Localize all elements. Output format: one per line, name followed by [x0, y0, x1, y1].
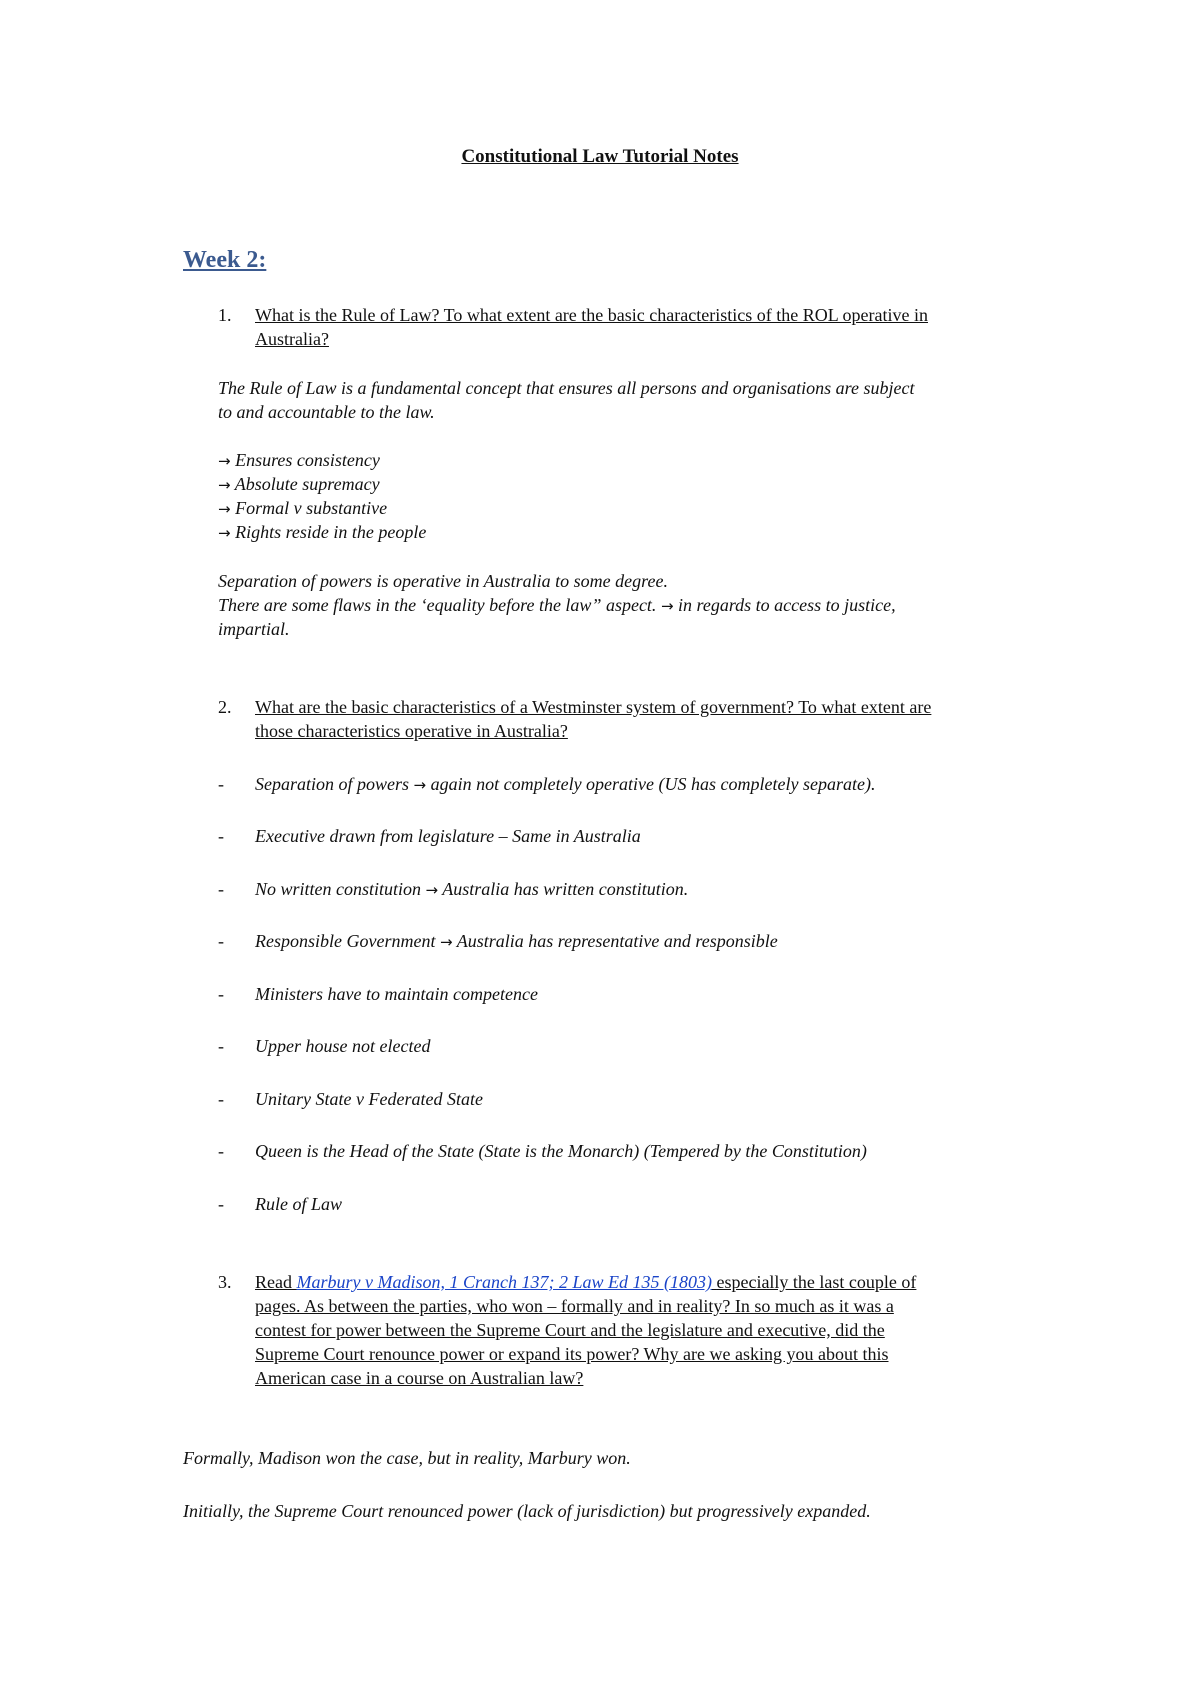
arrow-icon: →: [218, 452, 231, 470]
question-3-line-2: pages. As between the parties, who won – formally and in reality? In so much as it was a: [255, 1296, 894, 1316]
q2-item: Executive drawn from legislature – Same in Australia: [255, 826, 641, 846]
arrow-icon: →: [425, 881, 439, 899]
bullet-dash: -: [218, 1141, 224, 1161]
q1-point-text: Rights reside in the people: [235, 522, 427, 542]
q1-answer-line-1: The Rule of Law is a fundamental concept that ensures all persons and organisations are subject: [218, 378, 915, 398]
question-3-line-3: contest for power between the Supreme Court and the legislature and executive, did the: [255, 1320, 885, 1340]
question-2-line-1: What are the basic characteristics of a Westminster system of government? To what extent are: [255, 697, 932, 717]
arrow-icon: →: [218, 500, 231, 518]
bullet-dash: -: [218, 826, 224, 846]
read-label: Read: [255, 1272, 292, 1292]
q2-item-text: Responsible Government: [255, 931, 436, 951]
q1-answer-line-2: to and accountable to the law.: [218, 402, 435, 422]
question-1-line-2: Australia?: [255, 329, 329, 349]
question-1-number: 1.: [218, 305, 232, 325]
q2-item: Rule of Law: [255, 1194, 343, 1214]
arrow-icon: →: [660, 597, 674, 615]
q2-item: Upper house not elected: [255, 1036, 431, 1056]
question-3-number: 3.: [218, 1272, 232, 1292]
q2-item: Unitary State v Federated State: [255, 1089, 483, 1109]
q2-item-text: No written constitution: [255, 879, 422, 899]
q1-point-text: Ensures consistency: [235, 450, 380, 470]
q3-answer-1: Formally, Madison won the case, but in reality, Marbury won.: [183, 1448, 631, 1468]
q3-answer-2: Initially, the Supreme Court renounced power (lack of jurisdiction) but progressively expanded.: [183, 1501, 871, 1521]
document-title: Constitutional Law Tutorial Notes: [461, 146, 739, 167]
bullet-dash: -: [218, 1036, 224, 1056]
q1-point-text: Formal v substantive: [235, 498, 388, 518]
question-2-number: 2.: [218, 697, 232, 717]
question-1-line-1: What is the Rule of Law? To what extent are the basic characteristics of the ROL operative in: [255, 305, 928, 325]
q2-item: Ministers have to maintain competence: [255, 984, 538, 1004]
q1-point: [218, 473, 380, 496]
q2-item-detail: again not completely operative (US has completely separate).: [430, 774, 876, 794]
q2-item-text: Separation of powers: [255, 774, 410, 794]
question-3-line-4: Supreme Court renounce power or expand its power? Why are we asking you about this: [255, 1344, 889, 1364]
arrow-icon: →: [218, 476, 231, 494]
q1-note-line-3: impartial.: [218, 619, 290, 639]
arrow-icon: →: [439, 933, 453, 951]
case-link[interactable]: Marbury v Madison, 1 Cranch 137; 2 Law Ed 135 (1803): [296, 1272, 712, 1292]
arrow-icon: →: [218, 524, 231, 542]
q1-point: [218, 497, 387, 520]
q2-item: [255, 773, 875, 796]
q1-note-line-2-text: There are some flaws in the ‘equality before the law” aspect.: [218, 595, 657, 615]
q2-item: Queen is the Head of the State (State is the Monarch) (Tempered by the Constitution): [255, 1141, 867, 1161]
bullet-dash: -: [218, 931, 224, 951]
q1-note-line-1: Separation of powers is operative in Australia to some degree.: [218, 571, 668, 591]
q2-item: [255, 930, 778, 953]
q2-item-detail: Australia has written constitution.: [442, 879, 689, 899]
bullet-dash: -: [218, 1194, 224, 1214]
q1-point: [218, 521, 426, 544]
arrow-icon: →: [413, 776, 427, 794]
question-3-line-1: [255, 1271, 916, 1293]
question-3-line-1-rest: especially the last couple of: [716, 1272, 917, 1292]
q1-point-text: Absolute supremacy: [234, 474, 380, 494]
bullet-dash: -: [218, 984, 224, 1004]
q1-note-line-2-continued: in regards to access to justice,: [678, 595, 896, 615]
bullet-dash: -: [218, 1089, 224, 1109]
question-2-line-2: those characteristics operative in Australia?: [255, 721, 568, 741]
question-3-line-5: American case in a course on Australian law?: [255, 1368, 584, 1388]
bullet-dash: -: [218, 774, 224, 794]
q1-point: [218, 449, 380, 472]
q1-note-line-2: [218, 594, 896, 617]
bullet-dash: -: [218, 879, 224, 899]
q2-item-detail: Australia has representative and responsible: [456, 931, 778, 951]
q2-item: [255, 878, 688, 901]
week-heading: Week 2:: [183, 247, 267, 273]
